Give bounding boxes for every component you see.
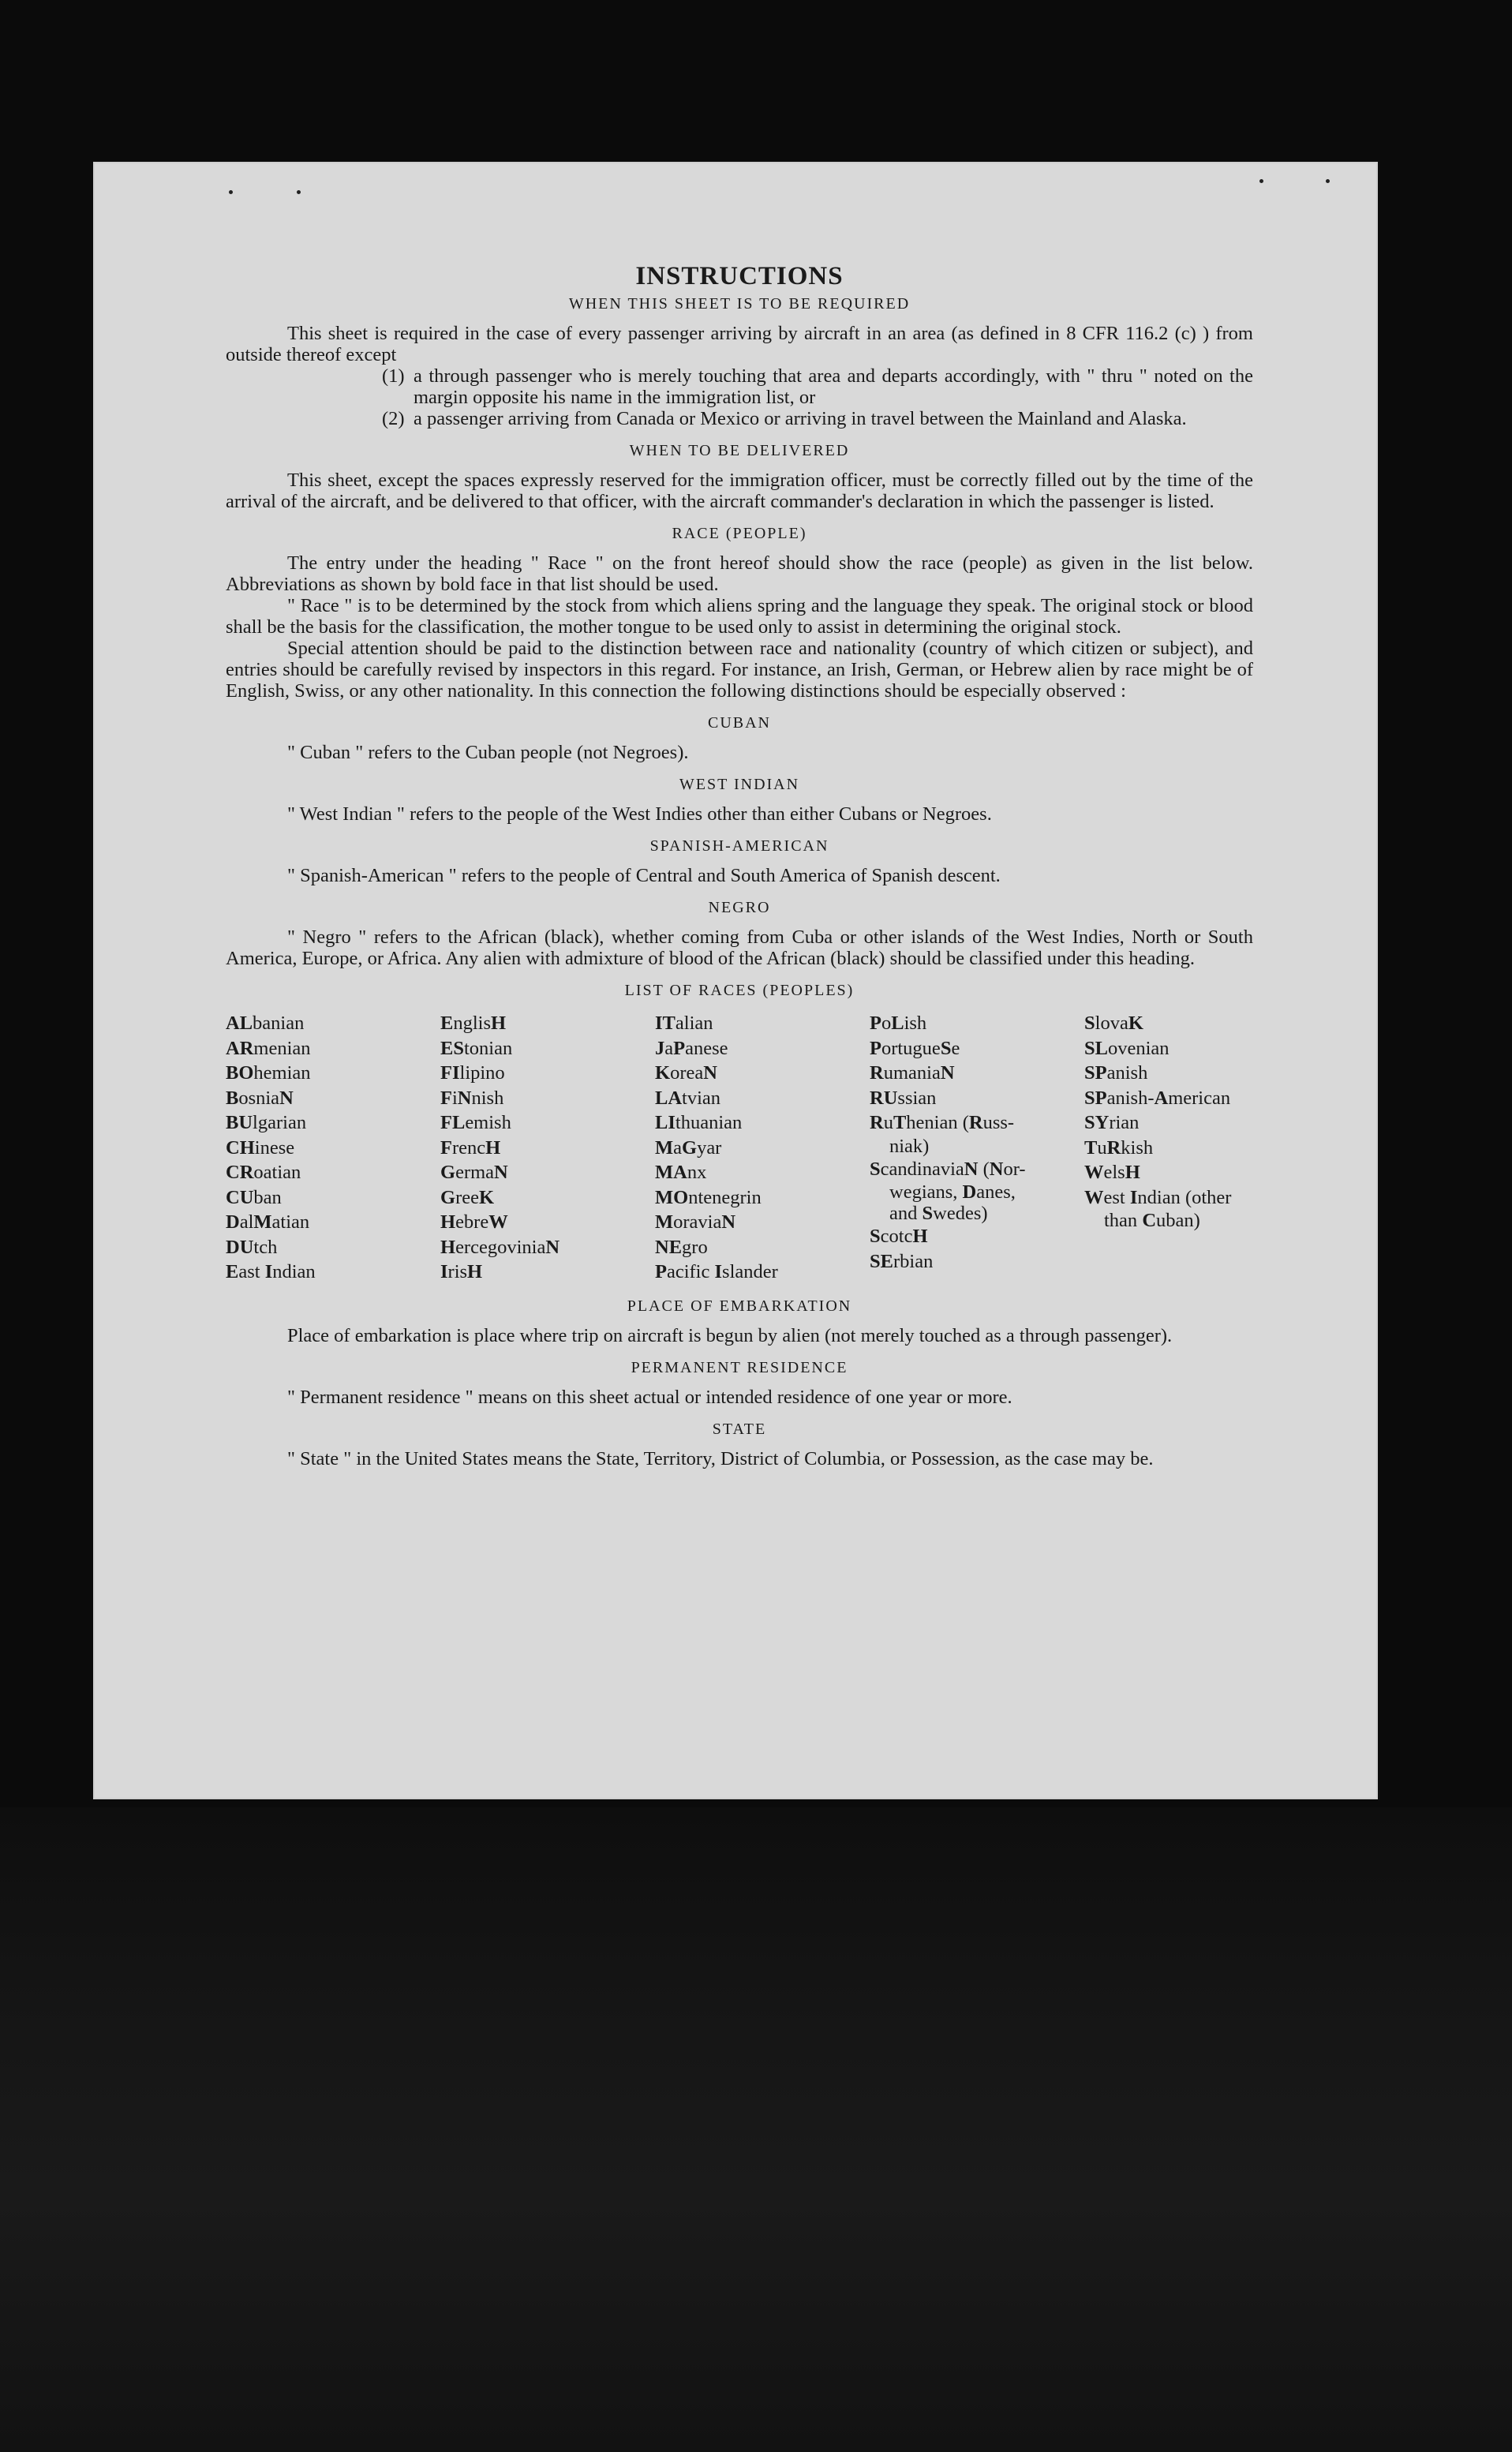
race-entry: MAnx — [655, 1162, 707, 1183]
speck — [297, 190, 301, 194]
section-heading: CUBAN — [707, 714, 771, 732]
scan-background — [0, 1807, 1512, 2452]
race-entry: EStonian — [440, 1037, 513, 1059]
paragraph: " Spanish-American " refers to the people of Central and South America of Spanish descent. — [287, 865, 1001, 886]
race-entry: GreeK — [440, 1186, 495, 1208]
paragraph: " Permanent residence " means on this sheet actual or intended residence of one year or more. — [287, 1386, 1012, 1408]
race-entry-continued: and Swedes) — [889, 1203, 988, 1224]
section-heading: WHEN THIS SHEET IS TO BE REQUIRED — [568, 295, 911, 313]
race-entry: MOntenegrin — [655, 1186, 762, 1208]
race-entry: SPanish-American — [1084, 1087, 1231, 1109]
race-entry: HebreW — [440, 1211, 508, 1233]
race-entry: GermaN — [440, 1162, 508, 1183]
race-entry: EnglisH — [440, 1013, 507, 1034]
item-number: (2) — [382, 408, 405, 429]
race-entry: Pacific Islander — [655, 1261, 778, 1282]
section-heading: LIST OF RACES (PEOPLES) — [624, 982, 855, 999]
race-entry: RuThenian (Russ- — [870, 1112, 1015, 1133]
race-entry: FLemish — [440, 1112, 511, 1133]
section-heading: PERMANENT RESIDENCE — [631, 1358, 848, 1376]
race-column — [870, 1011, 1084, 1285]
race-entry: CUban — [226, 1186, 282, 1208]
section-heading: STATE — [712, 1420, 767, 1438]
race-entry: East Indian — [226, 1261, 316, 1282]
speck — [229, 190, 233, 194]
race-entry: ALbanian — [226, 1013, 305, 1034]
race-column — [655, 1011, 870, 1285]
race-entry: FIlipino — [440, 1062, 505, 1084]
speck — [1326, 179, 1330, 183]
race-entry-continued: wegians, Danes, — [889, 1181, 1016, 1203]
race-entry: LIthuanian — [655, 1112, 743, 1133]
section-heading: NEGRO — [708, 899, 771, 916]
race-entry: DUtch — [226, 1236, 278, 1258]
race-entry: JaPanese — [655, 1037, 728, 1059]
list-item — [382, 365, 1253, 408]
section-heading: RACE (PEOPLE) — [672, 525, 807, 542]
race-entry: HercegoviniaN — [440, 1236, 560, 1258]
race-entry: SlovaK — [1084, 1013, 1143, 1034]
race-entry-continued: than Cuban) — [1104, 1210, 1200, 1231]
paragraph: " Cuban " refers to the Cuban people (not Negroes). — [287, 742, 689, 763]
race-entry: KoreaN — [655, 1062, 717, 1084]
document-body — [226, 262, 1253, 1469]
race-entry: DalMatian — [226, 1211, 310, 1233]
speck — [1259, 179, 1263, 183]
race-entry: FrencH — [440, 1136, 501, 1159]
race-entry: SErbian — [870, 1250, 934, 1272]
race-entry: MaGyar — [655, 1136, 722, 1159]
paragraph: Place of embarkation is place where trip on aircraft is begun by alien (not merely touched as a through passenger). — [287, 1324, 1173, 1346]
race-column — [226, 1011, 440, 1285]
race-entry: ITalian — [655, 1013, 713, 1034]
race-entry: FiNnish — [440, 1087, 504, 1109]
paragraph: " State " in the United States means the State, Territory, District of Columbia, or Possession, as the case may be. — [287, 1447, 1154, 1469]
section-heading: SPANISH-AMERICAN — [649, 837, 829, 855]
race-entry-continued: niak) — [889, 1135, 930, 1157]
race-entry: SLovenian — [1084, 1037, 1170, 1059]
race-column — [440, 1011, 655, 1285]
item-text: a passenger arriving from Canada or Mexico or arriving in travel between the Mainland and Alaska. — [414, 408, 1187, 429]
section-heading: WHEN TO BE DELIVERED — [629, 442, 850, 459]
paragraph: " Negro " refers to the African (black), whether coming from Cuba or other islands of the West Indies, North or South America, Europe, or Africa. Any alien with admixture of blood of the African (black) should be classified under this heading. — [226, 927, 1253, 969]
race-entry: RumaniaN — [870, 1062, 955, 1084]
race-entry: IrisH — [440, 1261, 483, 1282]
paragraph: The entry under the heading " Race " on the front hereof should show the race (people) as given in the list below. Abbreviations as shown by bold face in that list should be used. — [226, 552, 1253, 595]
race-entry: PoLish — [870, 1013, 927, 1034]
race-entry: PortugueSe — [870, 1037, 960, 1059]
race-entry: ScandinaviaN (Nor- — [870, 1158, 1026, 1180]
race-entry: CHinese — [226, 1136, 295, 1159]
paragraph: Special attention should be paid to the distinction between race and nationality (country of which citizen or subject), and entries should be carefully revised by inspectors in this regard. For instance, an Irish, German, or Hebrew alien by race might be of English, Swiss, or any other nationality. In this connection the following distinctions should be especially observed : — [226, 638, 1253, 702]
race-entry: West Indian (other — [1084, 1186, 1232, 1208]
race-entry: NEgro — [655, 1236, 708, 1258]
paragraph: This sheet is required in the case of every passenger arriving by aircraft in an area (as defined in 8 CFR 116.2 (c) ) from outside thereof except — [226, 323, 1253, 365]
race-column — [1084, 1011, 1253, 1285]
item-text: a through passenger who is merely touching that area and departs accordingly, with " thru " noted on the margin opposite his name in the immigration list, or — [414, 365, 1253, 408]
race-entry: RUssian — [870, 1087, 937, 1109]
race-entry: ScotcH — [870, 1226, 928, 1247]
paragraph: " Race " is to be determined by the stock from which aliens spring and the language they speak. The original stock or blood shall be the basis for the classification, the mother tongue to be used only to assist in determining the original stock. — [226, 595, 1253, 638]
race-entry: MoraviaN — [655, 1211, 736, 1233]
race-entry: WelsH — [1084, 1162, 1140, 1183]
race-entry: TuRkish — [1084, 1136, 1154, 1159]
race-entry: SPanish — [1084, 1062, 1148, 1084]
list-item — [382, 408, 1253, 429]
race-entry: CRoatian — [226, 1162, 301, 1183]
document-title: INSTRUCTIONS — [635, 262, 844, 290]
paragraph: " West Indian " refers to the people of the West Indies other than either Cubans or Negroes. — [287, 803, 992, 825]
race-entry: ARmenian — [226, 1037, 311, 1059]
instruction-sheet — [93, 162, 1378, 1799]
race-entry: LAtvian — [655, 1087, 721, 1109]
race-entry: SYrian — [1084, 1112, 1140, 1133]
item-number: (1) — [382, 365, 405, 387]
section-heading: WEST INDIAN — [679, 776, 800, 793]
race-entry: BosniaN — [226, 1087, 294, 1109]
race-entry: BUlgarian — [226, 1112, 307, 1133]
section-heading: PLACE OF EMBARKATION — [627, 1297, 852, 1315]
paragraph: This sheet, except the spaces expressly reserved for the immigration officer, must be correctly filled out by the time of the arrival of the aircraft, and be delivered to that officer, with the aircraft commander's declaration in which the passenger is listed. — [226, 470, 1253, 512]
race-list — [226, 1011, 1253, 1285]
race-entry: BOhemian — [226, 1062, 311, 1084]
